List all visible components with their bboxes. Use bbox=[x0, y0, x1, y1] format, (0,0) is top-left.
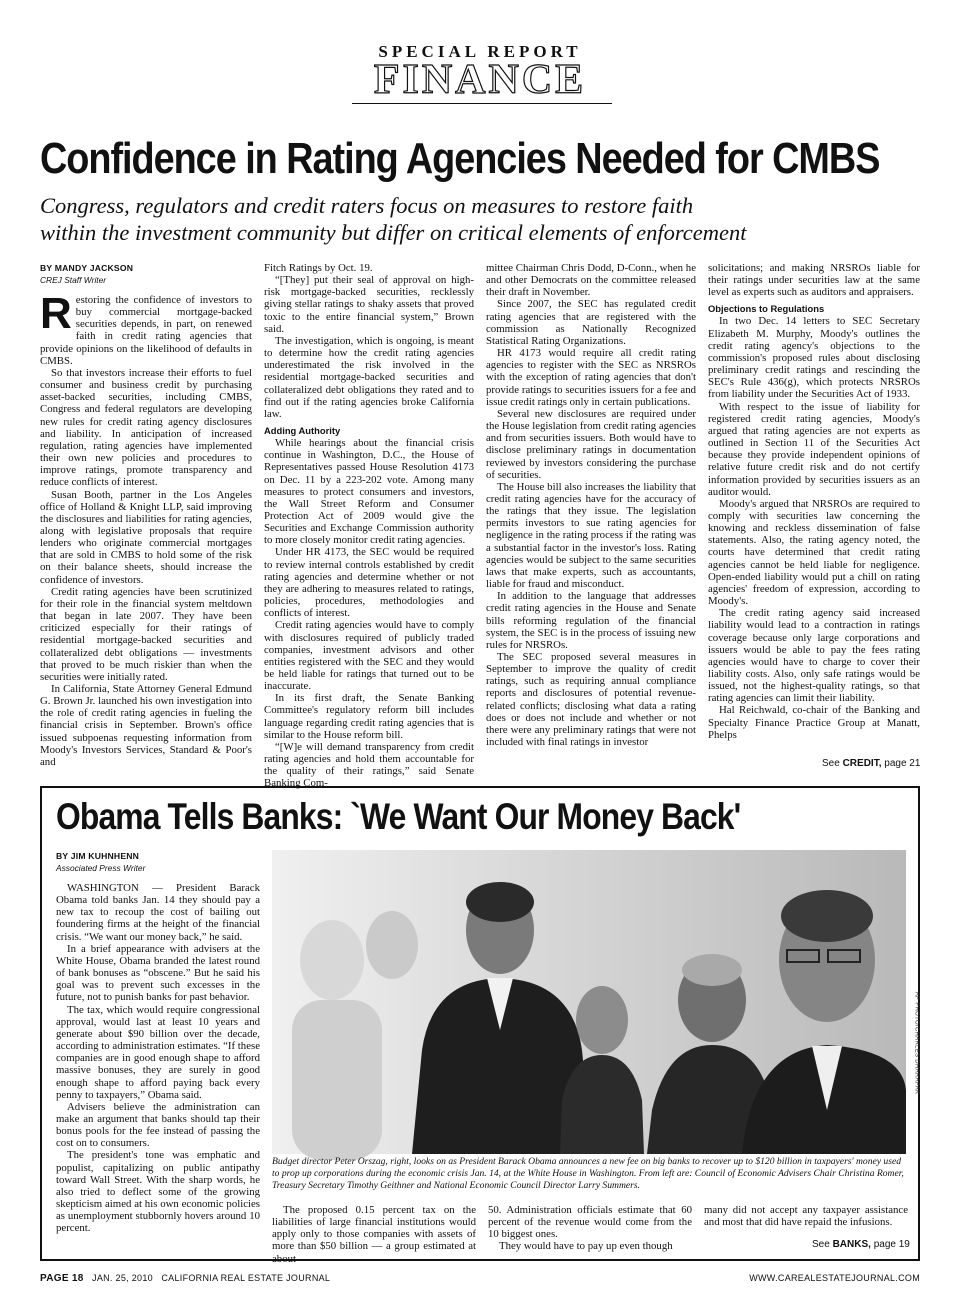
byline: BY JIM KUHNHENN bbox=[56, 851, 140, 861]
paragraph: The president's tone was emphatic and populist, capitalizing on public antipathy toward Wall Street. With the sharp words, he also tried to deflect some of the growing skepticism aimed at his own economic policies as unemployment stubbornly hovers around 10 percent. bbox=[56, 1149, 260, 1235]
article2-column-1 bbox=[56, 850, 260, 1254]
article2-column-3 bbox=[488, 1204, 692, 1256]
paragraph: solicitations; and making NRSROs liable for their ratings under securities law at the same level as experts such as auditors and appraisers. bbox=[708, 262, 920, 299]
paragraph: estoring the confidence of investors to buy commercial mortgage-backed securities depends, in part, on renewed faith in credit rating agencies that provide opinions on the likelihood of defaults in CMBS. bbox=[40, 294, 252, 367]
page-footer bbox=[40, 1273, 920, 1284]
jump-line-credit[interactable] bbox=[822, 758, 920, 769]
finance-section-logo: FINANCE bbox=[373, 57, 587, 103]
article2-column-2 bbox=[272, 1204, 476, 1265]
paragraph: The proposed 0.15 percent tax on the liabilities of large financial institutions would apply only to those companies with assets of more than $50 billion — a group estimated at about bbox=[272, 1204, 476, 1265]
deck-line: within the investment community but differ on critical elements of enforcement bbox=[40, 220, 747, 245]
main-deck bbox=[40, 192, 920, 246]
byline-title: Associated Press Writer bbox=[56, 863, 146, 873]
section-masthead bbox=[0, 42, 960, 103]
paragraph: The investigation, which is ongoing, is meant to determine how the credit rating agencies underestimated the risk involved in the residential mortgage-backed securities and collateralized debt obligations they rated and to find out if the rating agencies broke California law. bbox=[264, 334, 474, 420]
article1-column-4 bbox=[708, 262, 920, 748]
page-number: PAGE 18 bbox=[40, 1273, 84, 1284]
subhead-adding-authority: Adding Authority bbox=[264, 425, 341, 437]
article2-box bbox=[40, 786, 920, 1265]
paragraph: HR 4173 would require all credit rating agencies to register with the SEC as NRSROs with the exception of rating agencies that don't provide ratings to securities issuers for a fee and issue credit ratings only in certain publications. bbox=[486, 347, 696, 408]
paragraph: Credit rating agencies would have to comply with disclosures required of publicly traded companies, investment advisors and other entities registered with the SEC and they would be held liable for ratings that turned out to be inaccurate. bbox=[264, 619, 474, 693]
paragraph: So that investors increase their efforts to fuel consumer and business credit by purchasing asset-backed securities, including CMBS, Congress and federal regulators are developing new rules for credit rating agency disclosures and liability. In anticipation of increased regulation, rating agencies have implemented their own new policies and procedures to improve ratings, promote transparency and reduce conflicts of interest. bbox=[40, 366, 252, 489]
paragraph: The House bill also increases the liability that credit rating agencies have for the accuracy of the ratings that they issue. The legislation permits investors to sue rating agencies for negligence in the rating process if the rating was a substantial factor in the investor's loss. Rating agencies would be subject to the same securities laws that make experts, such as accountants, liable for fraud and misconduct. bbox=[486, 480, 696, 591]
jump-prefix: See bbox=[812, 1239, 833, 1250]
main-headline: Confidence in Rating Agencies Needed for CMBS bbox=[40, 134, 880, 183]
paragraph: Since 2007, the SEC has regulated credit rating agencies that are registered with the commission as Nationally Recognized Statistical Rating Organizations. bbox=[486, 298, 696, 347]
paragraph: Fitch Ratings by Oct. 19. bbox=[264, 262, 373, 274]
deck-line: Congress, regulators and credit raters focus on measures to restore faith bbox=[40, 193, 694, 218]
paragraph: many did not accept any taxpayer assistance and most that did have repaid the infusions. bbox=[704, 1204, 908, 1229]
photo-illustration bbox=[272, 850, 906, 1154]
publication-url[interactable]: WWW.CAREALESTATEJOURNAL.COM bbox=[749, 1273, 920, 1283]
jump-line-banks[interactable] bbox=[812, 1239, 910, 1250]
paragraph: They would have to pay up even though bbox=[499, 1240, 673, 1253]
paragraph: In California, State Attorney General Edmund G. Brown Jr. launched his own investigation into the role of credit rating agencies in fueling the financial crisis in September. Brown's office issued subpoenas requesting information from Moody's Investors Services, Standard & Poor's and bbox=[40, 683, 252, 768]
paragraph: With respect to the issue of liability for registered credit rating agencies, Moody's argued that rating agencies are not experts as outlined in Section 11 of the Securities Act because they provide independent opinions of relative future credit risk and do not certify information provided by securities issuers as an auditor would. bbox=[708, 400, 920, 498]
subhead-objections: Objections to Regulations bbox=[708, 303, 825, 315]
jump-page: page 21 bbox=[881, 758, 921, 769]
paragraph: “[W]e will demand transparency from credit rating agencies and hold them accountable for the quality of their ratings,” said Senate Banking Com- bbox=[264, 740, 474, 790]
paragraph: “[They] put their seal of approval on high-risk mortgage-backed securities, recklessly giving stellar ratings to shaky assets that proved toxic to the entire financial system,” Brown said. bbox=[264, 274, 474, 335]
paragraph: 50. Administration officials estimate that 60 percent of the revenue would come from the 10 biggest ones. bbox=[488, 1204, 692, 1241]
paragraph: In a brief appearance with advisers at the White House, Obama branded the latest round of bank bonuses as “obscene.” But he said his goal was to prevent such excesses in the future, not to punish banks for past behavior. bbox=[56, 942, 260, 1004]
paragraph: mittee Chairman Chris Dodd, D-Conn., when he and other Democrats on the committee released their draft in November. bbox=[486, 262, 696, 299]
byline: BY MANDY JACKSON bbox=[40, 263, 134, 273]
paragraph: The tax, which would require congressional approval, would last at least 10 years and generate about $90 billion over the decade, according to administration estimates. “If these companies are in good enough shape to afford massive bonuses, they are surely in good enough shape to afford paying back every penny to taxpayers,” Obama said. bbox=[56, 1003, 260, 1101]
paragraph: Several new disclosures are required under the House legislation from credit rating agencies and from securities issuers. Both would have to disclose preliminary ratings in documentation reviewed by investors considering the purchase of securities. bbox=[486, 407, 696, 481]
news-photo bbox=[272, 850, 920, 1154]
photo-caption: Budget director Peter Orszag, right, looks on as President Barack Obama announces a new fee on big banks to recover up to $120 billion in taxpayers' money used to prop up corporations during the economic crisis Jan. 14, at the White House in Washington. From left are: Council of Economic Advisers Chair Christina Romer, Treasury Secretary Timothy Geithner and National Economic Council Director Larry Summers. bbox=[272, 1156, 904, 1191]
drop-cap: R bbox=[40, 289, 72, 338]
paragraph: The SEC proposed several measures in September to improve the quality of credit ratings, such as requiring annual compliance reports and disclosures of potential revenue-related conflicts; disclosing what data a rating does or does not include and whether or not there were any preliminary ratings that were not included with final ratings in investor bbox=[486, 651, 696, 749]
paragraph: In its first draft, the Senate Banking Committee's regulatory reform bill includes language regarding credit rating agencies that is similar to the House reform bill. bbox=[264, 692, 474, 741]
masthead-rule bbox=[352, 103, 612, 104]
byline-title: CREJ Staff Writer bbox=[40, 275, 107, 285]
paragraph: Susan Booth, partner in the Los Angeles office of Holland & Knight LLP, said improving the disclosures and liabilities for rating agencies, along with legislative proposals that require lenders who originate commercial mortgages that are sold in CMBS to hold some of the risk on their balance sheets, should increase the confidence of investors. bbox=[40, 488, 252, 586]
article1-column-2 bbox=[264, 262, 474, 790]
paragraph: Credit rating agencies have been scrutinized for their role in the financial system meltdown that began in late 2007. They have been criticized especially for their ratings of residential mortgage-backed securities and collateralized debt obligations — investments that proved to be much riskier than when the securities were initially rated. bbox=[40, 585, 252, 683]
article2-column-4 bbox=[704, 1204, 908, 1234]
special-report-label: SPECIAL REPORT bbox=[378, 42, 582, 61]
article1-column-3 bbox=[486, 262, 696, 774]
jump-target: BANKS, bbox=[832, 1239, 871, 1250]
article2-headline: Obama Tells Banks: `We Want Our Money Back' bbox=[56, 796, 741, 837]
paragraph: In addition to the language that addresses credit rating agencies in the House and Senate bills reforming regulation of the financial system, the SEC is in the process of issuing new rules for NRSROs. bbox=[486, 590, 696, 651]
photo-credit: AP PHOTO/CHARLES DHARAPAK bbox=[913, 991, 920, 1095]
jump-target: CREDIT, bbox=[842, 758, 882, 769]
paragraph: Under HR 4173, the SEC would be required to review internal controls established by credit rating agencies and determine whether or not they are adhering to measures related to ratings, policies, procedures, methodologies and conflicts of interest. bbox=[264, 546, 474, 620]
issue-date: JAN. 25, 2010 bbox=[92, 1273, 153, 1283]
article1-column-1 bbox=[40, 262, 252, 774]
paragraph: Moody's argued that NRSROs are required to comply with securities law concerning the knowing and reckless dissemination of false statements. Also, the rating agency noted, the courts have determined that credit rating agencies cannot be held liable for negligence. Open-ended liability would put a chill on rating agencies' freedom of expression, according to Moody's. bbox=[708, 497, 920, 608]
jump-page: page 19 bbox=[870, 1239, 910, 1250]
paragraph: While hearings about the financial crisis continue in Washington, D.C., the House of Representatives passed House Resolution 4173 on Dec. 11 by a 223-202 vote. Among many measures to protect consumers and investors, the Wall Street Reform and Consumer Protection Act of 2009 would give the Securities and Exchange Commission authority to more closely monitor credit rating agencies. bbox=[264, 437, 474, 547]
publication-name: CALIFORNIA REAL ESTATE JOURNAL bbox=[161, 1273, 331, 1283]
paragraph: Advisers believe the administration can make an argument that banks should tap their bonus pools for the fee instead of passing the cost on to consumers. bbox=[56, 1100, 260, 1150]
paragraph: WASHINGTON — President Barack Obama told banks Jan. 14 they should pay a new tax to recoup the cost of bailing out foundering firms at the height of the financial crisis. “We want our money back,” he said. bbox=[56, 882, 260, 943]
paragraph: The credit rating agency said increased liability would lead to a contraction in ratings coverage because only large corporations and issuers would be able to pay the fees rating agencies would have to charge to cover their liability costs. Also, only safe ratings would be issued, not the highest-quality ratings, so that rating agencies can limit their liability. bbox=[708, 607, 920, 705]
paragraph: In two Dec. 14 letters to SEC Secretary Elizabeth M. Murphy, Moody's outlines the credit rating agency's objections to the commission's proposed rules about disclosing preliminary credit ratings and rescinding the SEC's Rule 436(g), which protects NRSROs from liability under the Securities Act of 1933. bbox=[708, 315, 920, 401]
paragraph: Hal Reichwald, co-chair of the Banking and Specialty Finance Practice Group at Manatt, Phelps bbox=[708, 704, 920, 741]
jump-prefix: See bbox=[822, 758, 843, 769]
